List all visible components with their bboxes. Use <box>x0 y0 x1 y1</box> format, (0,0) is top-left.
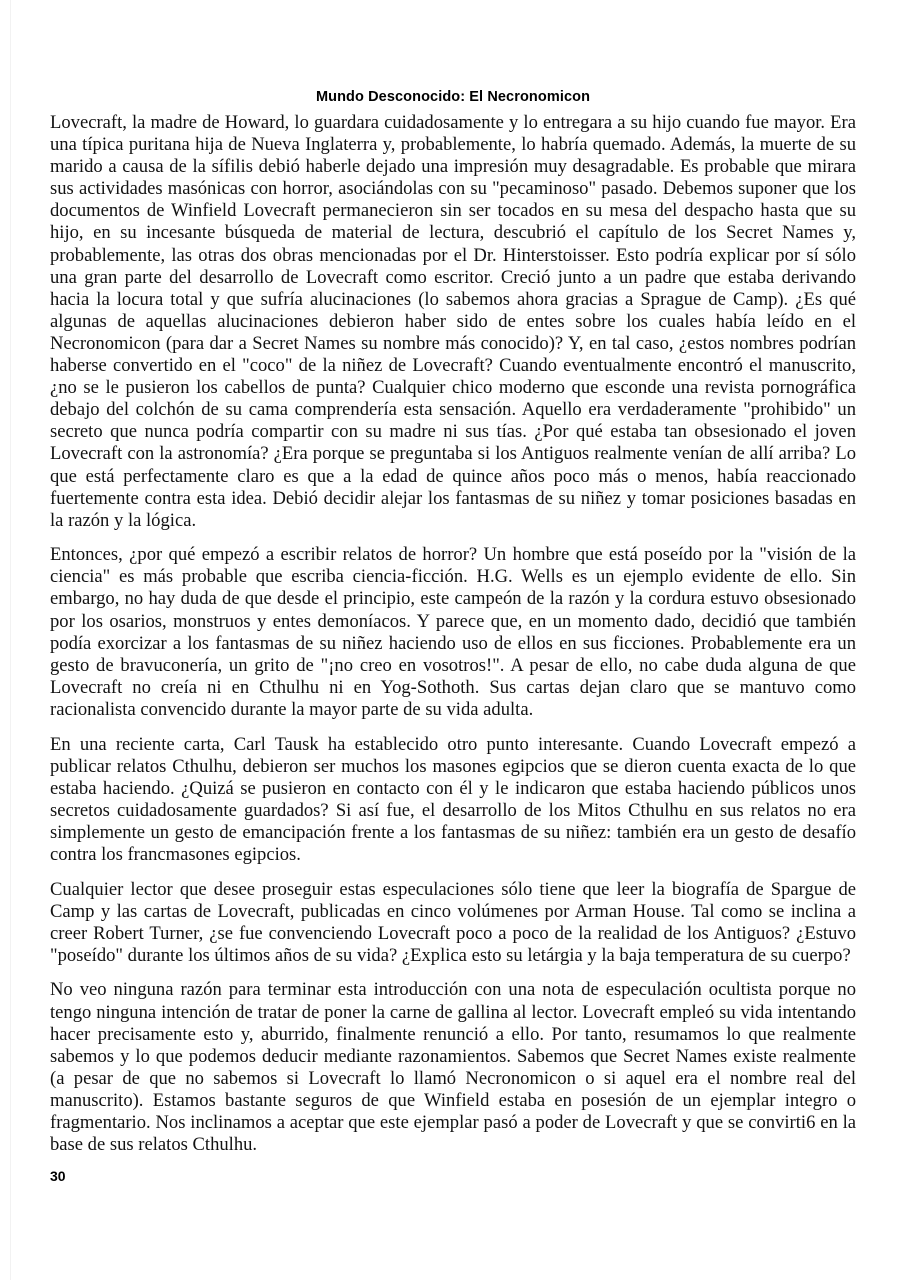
page-content <box>50 88 856 1156</box>
body-paragraph-2: Entonces, ¿por qué empezó a escribir relatos de horror? Un hombre que está poseído por la "visión de la ciencia" es más probable que escriba ciencia-ficción. H.G. Wells es un ejemplo evidente de ello. Sin embargo, no hay duda de que desde el principio, este campeón de la razón y la cordura estuvo obsesionado por los osarios, monstruos y entes demoníacos. Y parece que, en un momento dado, decidió que también podía exorcizar a los fantasmas de su niñez haciendo uso de ellos en sus ficciones. Probablemente era un gesto de bravuconería, un grito de "¡no creo en vosotros!". A pesar de ello, no cabe duda alguna de que Lovecraft no creía ni en Cthulhu ni en Yog-Sothoth. Sus cartas dejan claro que se mantuvo como racionalista convencido durante la mayor parte de su vida adulta. <box>50 544 856 720</box>
page-title: Mundo Desconocido: El Necronomicon <box>315 89 591 105</box>
page-number: 30 <box>50 1168 66 1184</box>
body-paragraph-1: Lovecraft, la madre de Howard, lo guardara cuidadosamente y lo entregara a su hijo cuando fue mayor. Era una típica puritana hija de Nueva Inglaterra y, probablemente, lo habría quemado. Además, la muerte de su marido a causa de la sífilis debió haberle dejado una impresión muy desagradable. Es probable que mirara sus actividades masónicas con horror, asociándolas con su "pecaminoso" pasado. Debemos suponer que los documentos de Winfield Lovecraft permanecieron sin ser tocados en su mesa del despacho hasta que su hijo, en su incesante búsqueda de material de lectura, descubrió el capítulo de los Secret Names y, probablemente, las otras dos obras mencionadas por el Dr. Hinterstoisser. Esto podría explicar por sí sólo una gran parte del desarrollo de Lovecraft como escritor. Creció junto a un padre que estaba derivando hacia la locura total y que sufría alucinaciones (lo sabemos ahora gracias a Sprague de Camp). ¿Es qué algunas de aquellas alucinaciones debieron haber sido de entes sobre los cuales había leído en el Necronomicon (para dar a Secret Names su nombre más conocido)? Y, en tal caso, ¿estos nombres podrían haberse convertido en el "coco" de la niñez de Lovecraft? Cuando eventualmente encontró el manuscrito, ¿no se le pusieron los cabellos de punta? Cualquier chico moderno que esconde una revista pornográfica debajo del colchón de su cama comprendería esta sensación. Aquello era verdaderamente "prohibido" un secreto que nunca podría compartir con su madre ni sus tías. ¿Por qué estaba tan obsesionado el joven Lovecraft con la astronomía? ¿Era porque se preguntaba si los Antiguos realmente venían de allí arriba? Lo que está perfectamente claro es que a la edad de quince años poco más o menos, había reaccionado fuertemente contra esta idea. Debió decidir alejar los fantasmas de su niñez y tomar posiciones basadas en la razón y la lógica. <box>50 112 856 531</box>
body-paragraph-4: Cualquier lector que desee proseguir estas especulaciones sólo tiene que leer la biografía de Spargue de Camp y las cartas de Lovecraft, publicadas en cinco volúmenes por Arman House. Tal como se inclina a creer Robert Turner, ¿se fue convenciendo Lovecraft poco a poco de la realidad de los Antiguos? ¿Estuvo "poseído" durante los últimos años de su vida? ¿Explica esto su letárgia y la baja temperatura de su cuerpo? <box>50 878 856 966</box>
body-paragraph-5: No veo ninguna razón para terminar esta introducción con una nota de especulación ocultista porque no tengo ninguna intención de tratar de poner la carne de gallina al lector. Lovecraft empleó su vida intentando hacer precisamente esto y, aburrido, finalmente renunció a ello. Por tanto, resumamos lo que realmente sabemos y lo que podemos deducir mediante razonamientos. Sabemos que Secret Names existe realmente (a pesar de que no sabemos si Lovecraft lo llamó Necronomicon o si aquel era el nombre real del manuscrito). Estamos bastante seguros de que Winfield estaba en posesión de un ejemplar integro o fragmentario. Nos inclinamos a aceptar que este ejemplar pasó a poder de Lovecraft y que se convirti6 en la base de sus relatos Cthulhu. <box>50 979 856 1156</box>
body-paragraph-3: En una reciente carta, Carl Tausk ha establecido otro punto interesante. Cuando Lovecraft empezó a publicar relatos Cthulhu, debieron ser muchos los masones egipcios que se dieron cuenta exacta de lo que estaba haciendo. ¿Quizá se pusieron en contacto con él y le indicaron que estaba haciendo públicos unos secretos cuidadosamente guardados? Si así fue, el desarrollo de los Mitos Cthulhu en sus relatos no era simplemente un gesto de emancipación frente a los fantasmas de su niñez: también era un gesto de desafío contra los francmasones egipcios. <box>50 733 856 865</box>
left-margin-rule <box>10 0 11 1280</box>
